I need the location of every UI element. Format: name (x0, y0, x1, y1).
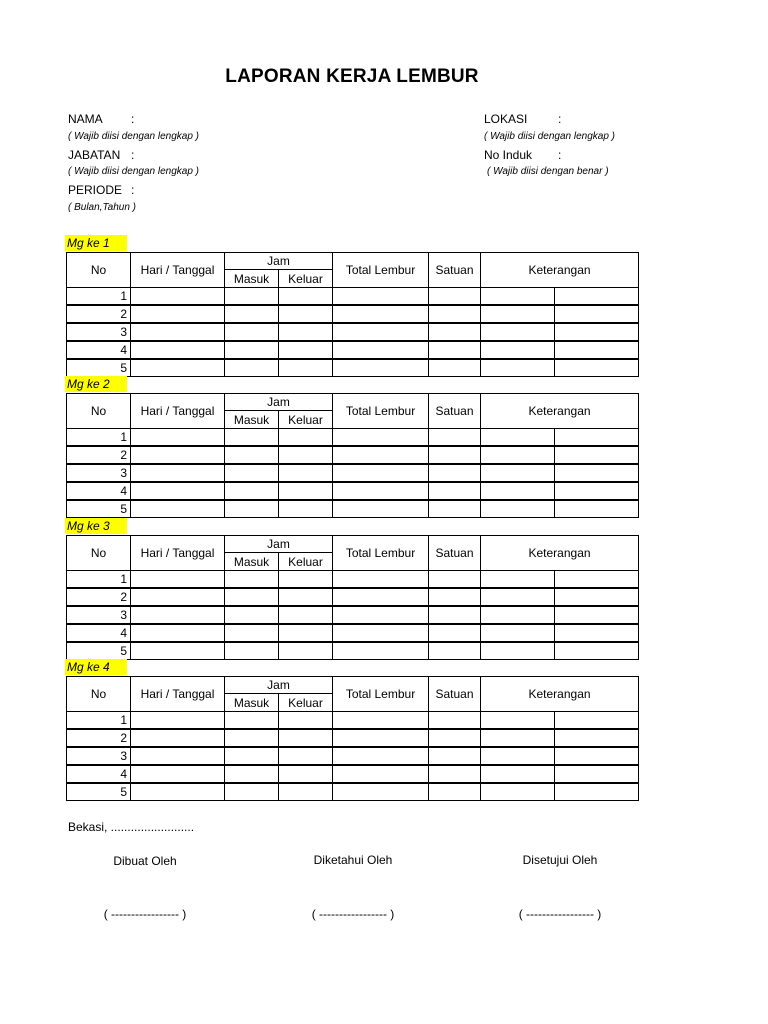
row-number: 1 (67, 429, 131, 447)
header-keterangan: Keterangan (481, 677, 639, 712)
lokasi-hint: ( Wajib diisi dengan lengkap ) (484, 131, 616, 142)
keterangan-cell-1[interactable] (481, 482, 555, 500)
keterangan-cell-2[interactable] (555, 464, 639, 482)
keluar-cell[interactable] (279, 747, 333, 765)
masuk-cell[interactable] (225, 288, 279, 306)
satuan-cell[interactable] (429, 500, 481, 518)
keluar-cell[interactable] (279, 712, 333, 730)
table-row (67, 323, 639, 341)
total-lembur-cell[interactable] (333, 429, 429, 447)
hari-tanggal-cell[interactable] (131, 464, 225, 482)
masuk-cell[interactable] (225, 359, 279, 377)
header-jam: Jam (225, 677, 333, 694)
row-number: 2 (67, 446, 131, 464)
satuan-cell[interactable] (429, 571, 481, 589)
keterangan-cell-1[interactable] (481, 464, 555, 482)
header-total-lembur: Total Lembur (333, 253, 429, 288)
header-total-lembur: Total Lembur (333, 394, 429, 429)
row-number: 4 (67, 482, 131, 500)
masuk-cell[interactable] (225, 482, 279, 500)
hari-tanggal-cell[interactable] (131, 341, 225, 359)
table-row (67, 288, 639, 306)
hari-tanggal-cell[interactable] (131, 747, 225, 765)
table-header-row (67, 677, 639, 694)
header-masuk: Masuk (225, 411, 279, 429)
row-number: 5 (67, 500, 131, 518)
keterangan-cell-1[interactable] (481, 500, 555, 518)
satuan-cell[interactable] (429, 482, 481, 500)
table-row (67, 588, 639, 606)
no-induk-colon: : (558, 148, 562, 162)
satuan-cell[interactable] (429, 341, 481, 359)
diketahui-oleh-signature-line: ( ----------------- ) (311, 907, 395, 921)
total-lembur-cell[interactable] (333, 446, 429, 464)
masuk-cell[interactable] (225, 429, 279, 447)
hari-tanggal-cell[interactable] (131, 482, 225, 500)
keterangan-cell-2[interactable] (555, 642, 639, 660)
masuk-cell[interactable] (225, 747, 279, 765)
keluar-cell[interactable] (279, 429, 333, 447)
periode-colon: : (131, 183, 135, 197)
header-jam: Jam (225, 394, 333, 411)
header-keterangan: Keterangan (481, 536, 639, 571)
keterangan-cell-2[interactable] (555, 747, 639, 765)
keterangan-cell-2[interactable] (555, 323, 639, 341)
row-number: 1 (67, 288, 131, 306)
masuk-cell[interactable] (225, 642, 279, 660)
row-number: 2 (67, 305, 131, 323)
header-masuk: Masuk (225, 694, 279, 712)
header-jam: Jam (225, 253, 333, 270)
row-number: 5 (67, 783, 131, 801)
satuan-cell[interactable] (429, 464, 481, 482)
hari-tanggal-cell[interactable] (131, 288, 225, 306)
keterangan-cell-1[interactable] (481, 765, 555, 783)
overtime-table (66, 535, 639, 660)
header-no: No (67, 253, 131, 288)
keterangan-cell-1[interactable] (481, 712, 555, 730)
hari-tanggal-cell[interactable] (131, 642, 225, 660)
jabatan-hint: ( Wajib diisi dengan lengkap ) (68, 166, 200, 177)
keterangan-cell-2[interactable] (555, 359, 639, 377)
header-hari-tanggal: Hari / Tanggal (131, 536, 225, 571)
masuk-cell[interactable] (225, 464, 279, 482)
masuk-cell[interactable] (225, 783, 279, 801)
satuan-cell[interactable] (429, 588, 481, 606)
total-lembur-cell[interactable] (333, 288, 429, 306)
keluar-cell[interactable] (279, 323, 333, 341)
header-satuan: Satuan (429, 253, 481, 288)
keluar-cell[interactable] (279, 359, 333, 377)
satuan-cell[interactable] (429, 446, 481, 464)
total-lembur-cell[interactable] (333, 323, 429, 341)
keterangan-cell-1[interactable] (481, 359, 555, 377)
keluar-cell[interactable] (279, 765, 333, 783)
dibuat-oleh-signature-line: ( ----------------- ) (103, 907, 187, 921)
masuk-cell[interactable] (225, 606, 279, 624)
row-number: 3 (67, 464, 131, 482)
total-lembur-cell[interactable] (333, 606, 429, 624)
total-lembur-cell[interactable] (333, 305, 429, 323)
masuk-cell[interactable] (225, 624, 279, 642)
keterangan-cell-2[interactable] (555, 571, 639, 589)
keterangan-cell-2[interactable] (555, 500, 639, 518)
satuan-cell[interactable] (429, 288, 481, 306)
week-label: Mg ke 2 (65, 376, 127, 392)
no-induk-label: No Induk (484, 148, 533, 162)
overtime-table (66, 393, 639, 518)
masuk-cell[interactable] (225, 341, 279, 359)
header-keterangan: Keterangan (481, 253, 639, 288)
header-keluar: Keluar (279, 553, 333, 571)
nama-hint: ( Wajib diisi dengan lengkap ) (68, 131, 200, 142)
table-row (67, 464, 639, 482)
table-header-row (67, 536, 639, 553)
keluar-cell[interactable] (279, 305, 333, 323)
header-keluar: Keluar (279, 270, 333, 288)
lokasi-label: LOKASI (484, 112, 528, 126)
keterangan-cell-2[interactable] (555, 783, 639, 801)
masuk-cell[interactable] (225, 571, 279, 589)
row-number: 3 (67, 606, 131, 624)
keterangan-cell-1[interactable] (481, 624, 555, 642)
satuan-cell[interactable] (429, 765, 481, 783)
keterangan-cell-2[interactable] (555, 429, 639, 447)
overtime-table (66, 252, 639, 377)
row-number: 1 (67, 571, 131, 589)
header-satuan: Satuan (429, 394, 481, 429)
satuan-cell[interactable] (429, 359, 481, 377)
table-row (67, 482, 639, 500)
masuk-cell[interactable] (225, 305, 279, 323)
keluar-cell[interactable] (279, 606, 333, 624)
keterangan-cell-2[interactable] (555, 288, 639, 306)
keterangan-cell-2[interactable] (555, 341, 639, 359)
keterangan-cell-2[interactable] (555, 305, 639, 323)
keluar-cell[interactable] (279, 642, 333, 660)
keterangan-cell-1[interactable] (481, 729, 555, 747)
row-number: 5 (67, 359, 131, 377)
table-row (67, 729, 639, 747)
hari-tanggal-cell[interactable] (131, 783, 225, 801)
row-number: 1 (67, 712, 131, 730)
keterangan-cell-2[interactable] (555, 712, 639, 730)
keterangan-cell-2[interactable] (555, 624, 639, 642)
disetujui-oleh-label: Disetujui Oleh (522, 853, 598, 867)
total-lembur-cell[interactable] (333, 341, 429, 359)
keterangan-cell-2[interactable] (555, 765, 639, 783)
keterangan-cell-2[interactable] (555, 588, 639, 606)
header-masuk: Masuk (225, 553, 279, 571)
satuan-cell[interactable] (429, 729, 481, 747)
keluar-cell[interactable] (279, 588, 333, 606)
table-row (67, 341, 639, 359)
row-number: 3 (67, 323, 131, 341)
keluar-cell[interactable] (279, 783, 333, 801)
jabatan-label: JABATAN (68, 148, 121, 162)
header-total-lembur: Total Lembur (333, 536, 429, 571)
table-row (67, 624, 639, 642)
masuk-cell[interactable] (225, 588, 279, 606)
header-hari-tanggal: Hari / Tanggal (131, 394, 225, 429)
disetujui-oleh-signature-line: ( ----------------- ) (518, 907, 602, 921)
keluar-cell[interactable] (279, 571, 333, 589)
week-label: Mg ke 1 (65, 235, 127, 251)
satuan-cell[interactable] (429, 323, 481, 341)
total-lembur-cell[interactable] (333, 482, 429, 500)
nama-colon: : (131, 112, 135, 126)
hari-tanggal-cell[interactable] (131, 323, 225, 341)
keluar-cell[interactable] (279, 341, 333, 359)
header-no: No (67, 536, 131, 571)
keluar-cell[interactable] (279, 500, 333, 518)
table-row (67, 305, 639, 323)
hari-tanggal-cell[interactable] (131, 359, 225, 377)
row-number: 5 (67, 642, 131, 660)
keterangan-cell-1[interactable] (481, 783, 555, 801)
total-lembur-cell[interactable] (333, 500, 429, 518)
keterangan-cell-1[interactable] (481, 571, 555, 589)
periode-hint: ( Bulan,Tahun ) (68, 202, 137, 213)
table-row (67, 642, 639, 660)
satuan-cell[interactable] (429, 747, 481, 765)
total-lembur-cell[interactable] (333, 359, 429, 377)
week-label: Mg ke 3 (65, 518, 127, 534)
keluar-cell[interactable] (279, 464, 333, 482)
keterangan-cell-2[interactable] (555, 606, 639, 624)
header-total-lembur: Total Lembur (333, 677, 429, 712)
total-lembur-cell[interactable] (333, 747, 429, 765)
header-no: No (67, 394, 131, 429)
jabatan-colon: : (131, 148, 135, 162)
header-masuk: Masuk (225, 270, 279, 288)
total-lembur-cell[interactable] (333, 624, 429, 642)
periode-label: PERIODE (68, 183, 123, 197)
satuan-cell[interactable] (429, 783, 481, 801)
keluar-cell[interactable] (279, 624, 333, 642)
header-satuan: Satuan (429, 536, 481, 571)
table-row (67, 500, 639, 518)
satuan-cell[interactable] (429, 624, 481, 642)
total-lembur-cell[interactable] (333, 642, 429, 660)
keterangan-cell-1[interactable] (481, 747, 555, 765)
hari-tanggal-cell[interactable] (131, 571, 225, 589)
total-lembur-cell[interactable] (333, 588, 429, 606)
masuk-cell[interactable] (225, 323, 279, 341)
satuan-cell[interactable] (429, 642, 481, 660)
masuk-cell[interactable] (225, 446, 279, 464)
hari-tanggal-cell[interactable] (131, 500, 225, 518)
total-lembur-cell[interactable] (333, 571, 429, 589)
table-row (67, 765, 639, 783)
satuan-cell[interactable] (429, 712, 481, 730)
table-row (67, 429, 639, 447)
diketahui-oleh-label: Diketahui Oleh (313, 853, 393, 867)
keterangan-cell-1[interactable] (481, 341, 555, 359)
keterangan-cell-1[interactable] (481, 288, 555, 306)
keterangan-cell-1[interactable] (481, 305, 555, 323)
header-keluar: Keluar (279, 694, 333, 712)
masuk-cell[interactable] (225, 765, 279, 783)
header-keterangan: Keterangan (481, 394, 639, 429)
row-number: 3 (67, 747, 131, 765)
dibuat-oleh-label: Dibuat Oleh (113, 854, 177, 868)
row-number: 2 (67, 588, 131, 606)
hari-tanggal-cell[interactable] (131, 729, 225, 747)
keluar-cell[interactable] (279, 288, 333, 306)
hari-tanggal-cell[interactable] (131, 624, 225, 642)
table-row (67, 606, 639, 624)
total-lembur-cell[interactable] (333, 783, 429, 801)
lokasi-colon: : (558, 112, 562, 126)
hari-tanggal-cell[interactable] (131, 765, 225, 783)
hari-tanggal-cell[interactable] (131, 588, 225, 606)
keterangan-cell-1[interactable] (481, 606, 555, 624)
header-satuan: Satuan (429, 677, 481, 712)
keluar-cell[interactable] (279, 729, 333, 747)
header-hari-tanggal: Hari / Tanggal (131, 677, 225, 712)
hari-tanggal-cell[interactable] (131, 606, 225, 624)
nama-label: NAMA (68, 112, 103, 126)
table-row (67, 747, 639, 765)
keterangan-cell-1[interactable] (481, 588, 555, 606)
table-header-row (67, 253, 639, 270)
total-lembur-cell[interactable] (333, 765, 429, 783)
week-label: Mg ke 4 (65, 659, 127, 675)
row-number: 2 (67, 729, 131, 747)
total-lembur-cell[interactable] (333, 712, 429, 730)
total-lembur-cell[interactable] (333, 729, 429, 747)
row-number: 4 (67, 624, 131, 642)
table-header-row (67, 394, 639, 411)
satuan-cell[interactable] (429, 606, 481, 624)
hari-tanggal-cell[interactable] (131, 446, 225, 464)
keterangan-cell-1[interactable] (481, 323, 555, 341)
table-row (67, 783, 639, 801)
masuk-cell[interactable] (225, 712, 279, 730)
table-row (67, 712, 639, 730)
keluar-cell[interactable] (279, 482, 333, 500)
overtime-table (66, 676, 639, 801)
hari-tanggal-cell[interactable] (131, 712, 225, 730)
hari-tanggal-cell[interactable] (131, 305, 225, 323)
keterangan-cell-2[interactable] (555, 446, 639, 464)
header-keluar: Keluar (279, 411, 333, 429)
header-jam: Jam (225, 536, 333, 553)
table-row (67, 446, 639, 464)
row-number: 4 (67, 341, 131, 359)
header-no: No (67, 677, 131, 712)
place-date: Bekasi, ......................... (68, 820, 195, 834)
keterangan-cell-2[interactable] (555, 482, 639, 500)
keterangan-cell-1[interactable] (481, 446, 555, 464)
no-induk-hint: ( Wajib diisi dengan benar ) (487, 166, 609, 177)
total-lembur-cell[interactable] (333, 464, 429, 482)
keluar-cell[interactable] (279, 446, 333, 464)
header-hari-tanggal: Hari / Tanggal (131, 253, 225, 288)
masuk-cell[interactable] (225, 729, 279, 747)
table-row (67, 359, 639, 377)
masuk-cell[interactable] (225, 500, 279, 518)
page-title: LAPORAN KERJA LEMBUR (225, 66, 479, 87)
table-row (67, 571, 639, 589)
hari-tanggal-cell[interactable] (131, 429, 225, 447)
keterangan-cell-1[interactable] (481, 642, 555, 660)
keterangan-cell-1[interactable] (481, 429, 555, 447)
satuan-cell[interactable] (429, 429, 481, 447)
keterangan-cell-2[interactable] (555, 729, 639, 747)
row-number: 4 (67, 765, 131, 783)
satuan-cell[interactable] (429, 305, 481, 323)
